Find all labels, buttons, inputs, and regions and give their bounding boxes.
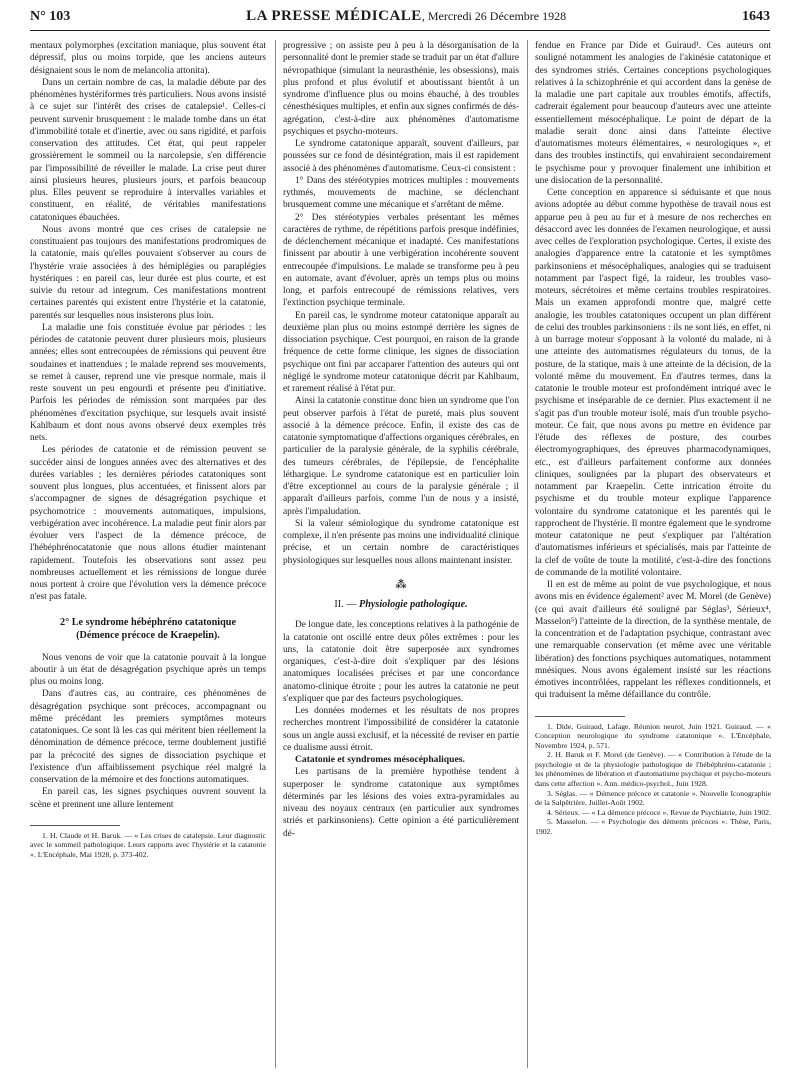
column-divider bbox=[275, 40, 276, 1068]
paragraph: Le syndrome catatonique apparaît, souvent d'ailleurs, par poussées sur ce fond de désintégration, mais il est rapidement associé à des phénomènes d'automatisme. Ceux-ci consistent : bbox=[283, 139, 519, 174]
section-title-text: Physiologie pathologique. bbox=[358, 599, 468, 610]
subsection-heading bbox=[30, 616, 266, 642]
paragraph: mentaux polymorphes (excitation maniaque, plus souvent état dépressif, plus ou moins torpide, que les anciens auteurs désignaient sous le nom de melancolia attonita). bbox=[30, 41, 266, 76]
column-3 bbox=[535, 40, 771, 837]
section-number: II. — bbox=[334, 599, 359, 610]
journal-masthead bbox=[246, 8, 566, 25]
paragraph: En pareil cas, le syndrome moteur catatonique apparaît au deuxième plan plus ou moins estompé derrière les signes de dissociation psychique. C'est pourquoi, en raison de la grande fréquence de cette forme clinique, les signes de dissociation psychique ont fini par accaparer l'attention des auteurs qui ont négligé le syndrome moteur catatonique décrit par Kahlbaum, et rarement réalisé à l'état pur. bbox=[283, 310, 519, 394]
paragraph: Les données modernes et les résultats de nos propres recherches montrent l'impossibilité de considérer la catatonie sous un angle aussi exclusif, et la nécessité de reviser en partie ce dualisme aussi étroit. bbox=[283, 706, 519, 753]
column-1 bbox=[30, 40, 266, 860]
paragraph: Il en est de même au point de vue psychologique, et nous avons mis en évidence également² avec M. Morel (de Genève) (ce qui avait d'ailleurs été souligné par Séglas³, Sérieux⁴, Masselon⁵) l'atteinte de la direction, de la synthèse mentale, de la concentration et de l'adaptation psychique, contrastant avec une remarquable conservation (et même avec une véritable libération) des fonctions psychiques automatiques, notamment mnésiques. Nous avons également insisté sur les réactions émotives incontrôlées, rappelant les réflexes conditionnels, et qui traduisent la même défaillance du contrôle. bbox=[535, 580, 771, 701]
page-number: 1643 bbox=[742, 9, 770, 24]
paragraph: Ainsi la catatonie constitue donc bien un syndrome que l'on peut observer parfois à l'état de pureté, mais plus souvent associé à la démence précoce. Enfin, il existe des cas de catatonie symptomatique d'affections organiques cérébrales, en particulier de la paralysie générale, de la syphilis cérébrale, des tumeurs cérébrales, de l'épilepsie, de l'encéphalite léthargique. Le syndrome catatonique est en particulier loin d'être exceptionnel au cours de la paralysie générale ; il apparaît d'ailleurs parfois, comme l'un de nous y a insisté, après l'impaludation. bbox=[283, 396, 519, 517]
running-header bbox=[30, 8, 770, 31]
paragraph: 2° Des stéréotypies verbales présentant les mêmes caractères de rythme, de répétitions parfois presque indéfinies, de déclenchement mécanique et inadapté. Ces manifestations finissent par aboutir à une verbigération incohérente souvent entrecoupée d'impulsions. Le malade se transforme peu à peu en automate, avant d'évoluer, après un temps plus ou moins long, et parfois entrecoupé de rémissions relatives, vers l'extinction psychique terminale. bbox=[283, 212, 519, 309]
footnote: 1. Dide, Guiraud, Lafage. Réunion neurol, Juin 1921. Guiraud. — « Conception neurologique du syndrome catatonique ». L'Encéphale, Novembre 1924, p. 571. bbox=[535, 721, 771, 750]
footnote: 4. Sérieux. — « La démence précoce ». Revue de Psychiatrie, Juin 1902. bbox=[547, 807, 771, 817]
issue-date: , Mercredi 26 Décembre 1928 bbox=[421, 9, 567, 23]
column-divider bbox=[527, 40, 528, 1068]
paragraph: En pareil cas, les signes psychiques ouvrent souvent la scène et prennent une allure lentement bbox=[30, 787, 266, 810]
issue-number: N° 103 bbox=[30, 9, 71, 24]
footnote: 2. H. Baruk et F. Morel (de Genève). — « Contribution à l'étude de la psychologie et de la physiologie pathologique de l'hébéphréno-catatonie ; les phénomènes de libération et d'automatisme psychique et psycho-moteurs dans cette affection ». Ann. médico-psychol., Juin 1928. bbox=[535, 750, 771, 789]
paragraph: progressive ; on assiste peu à peu à la désorganisation de la personnalité dont le premier stade se traduit par un état d'allure névropathique (simulant la neurasthénie, les obsessions), mais plus profond et plus évolutif et aboutissant bientôt à un syndrome d'influence plus ou moins ébauché, à des troubles cénesthésiques multiples, et enfin aux signes confirmés de dés-agrégation, c'est-à-dire aux phénomènes d'automatisme psychiques et psycho-moteurs. bbox=[283, 41, 519, 137]
paragraph: Nous venons de voir que la catatonie pouvait à la longue aboutir à un état de désagrégation psychique après un temps plus ou moins long. bbox=[30, 652, 266, 687]
paragraph: Les partisans de la première hypothèse tendent à superposer le syndrome catatonique aux symptômes déterminés par les lésions des voies extra-pyramidales au niveau des noyaux centraux (en particulier aux syndromes striés et parkinsoniens). Cette opinion a été particulièrement dé- bbox=[283, 767, 519, 839]
paragraph: De longue date, les conceptions relatives à la pathogénie de la catatonie ont oscillé entre deux pôles extrêmes : pour les uns, la catatonie doit être superposée aux syndromes organiques, c'est-à-dire doit s'expliquer par des lésions anatomiques localisées précises et par une concordance anatomo-clinique étroite ; pour les autres la catatonie ne peut s'expliquer que par des facteurs psychologiques. bbox=[283, 620, 519, 704]
paragraph: Si la valeur sémiologique du syndrome catatonique est complexe, il n'en présente pas moins une individualité clinique précise, et un certain nombre de caractéristiques physiologiques sur lesquelles nous allons maintenant insister. bbox=[283, 518, 519, 566]
paragraph: Dans d'autres cas, au contraire, ces phénomènes de désagrégation psychique sont précoces, accompagnant ou même précédant les premiers symptômes moteurs catatoniques. Ce sont là les cas qui méritent bien réellement la dénomination de démence précoce, terme doublement justifié par la précocité des signes de dissociation psychique et l'existence d'un affaiblissement psychique réel malgré la conservation de la mémoire et des fonctions automatiques. bbox=[30, 689, 266, 785]
footnote: 3. Séglas. — « Démence précoce et catatonie ». Nouvelle Iconographie de la Salpêtrière, Juillet-Août 1902. bbox=[535, 788, 771, 808]
footnote: 1. H. Claude et H. Baruk. — « Les crises de catalepsie. Leur diagnostic avec le sommeil pathologique. Leurs rapports avec l'hystérie et la catatonie ». L'Encéphale, Mai 1928, p. 373-402. bbox=[30, 830, 266, 859]
paragraph: fendue en France par Dide et Guiraud¹. Ces auteurs ont souligné notamment les analogies de l'akinésie catatonique et des syndromes striés. Certaines conceptions psychologiques relatives à la schizophrénie et qui accordent dans la genèse de la maladie une part capitale aux troubles émotifs, affectifs, cadrerait également pour beaucoup d'auteurs avec une atteinte essentiellement mésocéphalique. Le point de départ de la maladie serait donc ainsi dans l'atteinte élective d'automatismes moteurs élémentaires, « neurologiques », et dans des troubles instinctifs, qui envahiraient secondairement le psychisme pour y provoquer finalement une inhibition et une dislocation de la personnalité. bbox=[535, 41, 771, 186]
subsection-heading-line: 2° Le syndrome hébéphréno catatonique bbox=[60, 616, 236, 628]
journal-title: LA PRESSE MÉDICALE bbox=[246, 8, 422, 24]
column-2 bbox=[283, 40, 519, 840]
paragraph: Nous avons montré que ces crises de catalepsie ne constituaient pas toujours des manifestations prodromiques de la catatonie, mais qu'elles pouvaient s'observer au cours de l'hystérie vraie associées à des hémiplégies ou paraplégies hystériques : en pareil cas, leur durée est plus courte, et est suivie du retour ad integrum. Ces manifestations montrent certaines parentés qui existent entre l'hystérie et la catatonie, parentés sur lesquelles nous insisterons plus loin. bbox=[30, 224, 266, 321]
paragraph: La maladie une fois constituée évolue par périodes : les périodes de catatonie peuvent durer plusieurs mois, plusieurs années; elles sont entrecoupées de rémissions qui peuvent être soudaines et inattendues ; le malade reprend ses mouvements, se remet à causer, reprend une vie presque normale, mais il reste souvent un peu engourdi et présente peu d'initiative. Parfois les périodes de rémission sont marquées par des phénomènes d'excitation psychique, sur lesquels avait insisté Kahlbaum et dont nous avons observé deux exemples très nets. bbox=[30, 322, 266, 443]
footnote-rule bbox=[30, 825, 120, 826]
paragraph: Cette conception en apparence si séduisante et que nous avions adoptée au début comme hypothèse de travail nous est apparue peu à peu au fur et à mesure de nos recherches en désaccord avec les données de l'examen neurologique, et aussi avec celles de l'exploration psychologique. Certes, il existe des analogies d'apparence entre la catatonie et les symptômes parkinsoniens et mésocéphaliques, analogies qui se traduisent notamment par l'aspect figé, la raideur, les troubles vaso-moteurs, sécrétoires et même certains troubles respiratoires. Mais un examen approfondi montre que, malgré cette analogie, les troubles catatoniques occupent un plan différent de celui des troubles parkinsoniens : ils ne sont liés, en effet, ni à un barrage moteur s'opposant à la volonté du malade, ni à une atteinte des automatismes régulateurs du tonus, de la posture, de la statique, mais à une atteinte de la décision, de la volonté même du mouvement. En d'autres termes, dans la catatonie le trouble moteur est profondément intriqué avec le psychisme et inséparable de ce dernier. Plus exactement il ne s'agit pas d'un trouble moteur isolé, mais d'un trouble psycho-moteur. Ce fait, que nous avons pu mettre en évidence par l'étude des réflexes de posture, des courbes électromyographiques, des épreuves pharmacodynamiques, etc., est d'ailleurs parfaitement conforme aux données cliniques, soulignées par la plupart des observateurs et notamment par Kraepelin. Cette intrication étroite du psychisme et du trouble moteur explique l'apparence volontaire du syndrome catatonique et les parentés qui le rapprochent de l'hystérie. Il montre également que le syndrome moteur catatonique ne peut s'expliquer par l'altération d'automatismes inférieurs et spécialisés, mais par l'atteinte de la clef de voûte de toute la motilité, c'est-à-dire des fonctions de commande de la motilité volontaire. bbox=[535, 188, 771, 578]
section-ornament: ⁂ bbox=[395, 578, 407, 591]
paragraph: Les périodes de catatonie et de rémission peuvent se succéder ainsi de longues années avec des alternatives et des durées variables ; les dernières périodes catatoniques sont souvent plus longues, plus accentuées, et finissent alors par s'accompagner de signes de désagrégation psychique et psychomotrice : mouvements automatiques, impulsions, verbigération avec incohérence. La maladie peut finir alors par évoluer vers l'aspect de la démence précoce, de l'hébéphrénocatatonie que nous allons étudier maintenant rapidement. Toutefois les observations sont assez peu nombreuses actuellement et les rémissions de longue durée nous portent à croire que l'évolution vers la démence précoce n'est pas fatale. bbox=[30, 445, 266, 603]
footnote-rule bbox=[535, 716, 625, 717]
subsection-heading-line: (Démence précoce de Kraepelin). bbox=[76, 629, 220, 641]
subsection-heading: Catatonie et syndromes mésocéphaliques. bbox=[295, 754, 465, 765]
section-title bbox=[283, 599, 519, 611]
footnote: 5. Masselon. — « Psychologie des déments précoces ». Thèse, Paris, 1902. bbox=[535, 817, 771, 837]
paragraph: Dans un certain nombre de cas, la maladie débute par des phénomènes hystériformes très particuliers. Nous avons insisté à ce sujet sur l'intérêt des crises de catalepsie¹. Celles-ci peuvent survenir brusquement : le malade tombe dans un état d'immobilité totale et d'inertie, avec ou sans rigidité, et parfois conservation des attitudes. Cet état, qui peut rappeler grossièrement le sommeil ou la narcolepsie, s'en différencie par l'impossibilité de réveiller le malade. La crise peut durer ainsi plusieurs heures, plusieurs jours, et parfois beaucoup plus. Elles peuvent se reproduire à intervalles variables et constituent, en réalité, de véritables manifestations catatoniques ébauchées. bbox=[30, 77, 266, 223]
paragraph: 1° Dans des stéréotypies motrices multiples : mouvements rythmés, mouvements de machine, se déclenchant brusquement comme une mécanique et s'arrêtant de même. bbox=[283, 175, 519, 211]
